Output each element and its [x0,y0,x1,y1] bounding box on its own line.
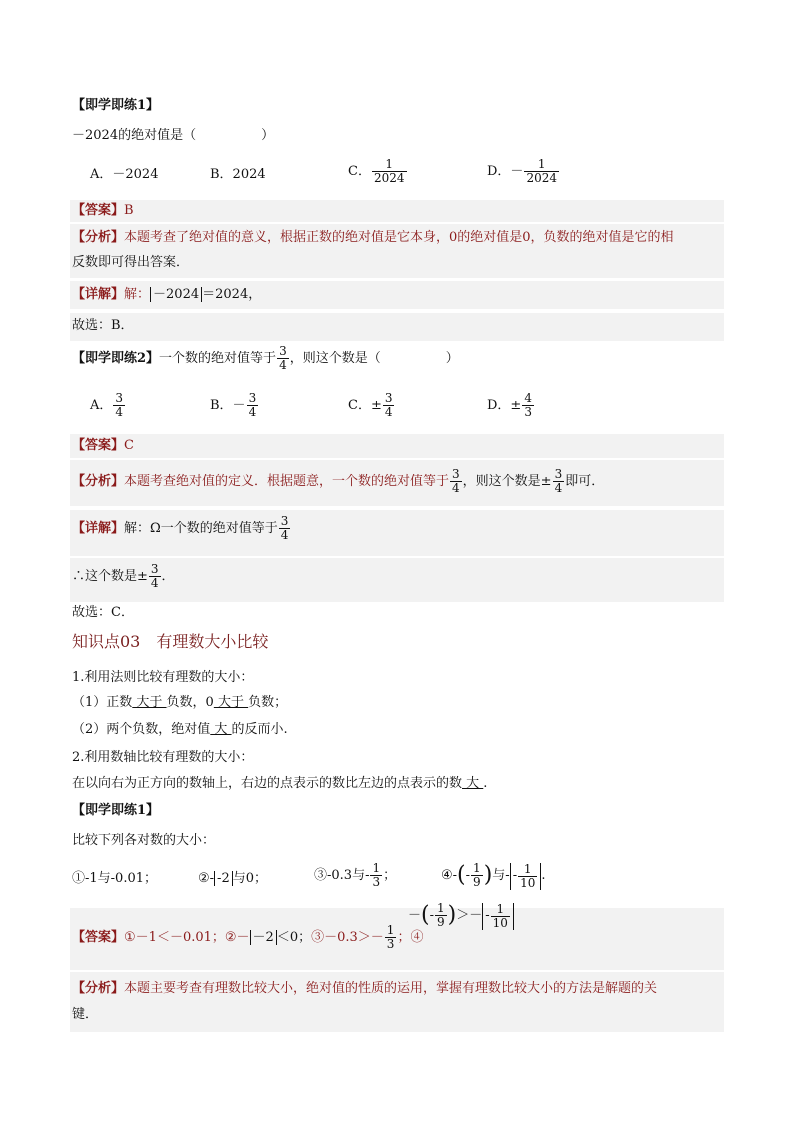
ex2-detail: 【详解】解：Ω一个数的绝对值等于 $\frac{3}{4}$ [72,514,289,542]
ex3-analysis-line2: 键． [72,1007,99,1022]
ex1-option-b: B．2024 [210,167,266,182]
ex2-option-d: D．± $\frac{4}{3}$ [487,391,532,419]
ex2-therefore: ∴这个数是± $\frac{3}{4}$ ． [72,562,175,590]
ex1-answer: 【答案】B [72,203,134,218]
ex2-choice: 故选：C． [72,605,134,620]
ex1-option-a: A．－2024 [90,167,159,182]
ex3-answer-4: －(- $\frac{1}{9}$ )＞－ - $\frac{1}{10}$ [408,902,514,930]
kp-rule2: 2.利用数轴比较有理数的大小： [72,750,254,765]
ex2-question: 【即学即练2】一个数的绝对值等于 $\frac{3}{4}$ ，则这个数是（ ） [72,344,459,372]
ex2-answer: 【答案】C [72,438,134,453]
ex3-answer: 【答案】①－1＜－0.01；②－ －2 ＜0；③－0.3＞－ $\frac{1}{3}$ ；④ [72,923,424,951]
ex1-question: －2024的绝对值是（ ） [72,128,275,143]
kp-rule1-a: （1）正数 大于 负数，0 大于 负数； [72,695,288,710]
ex1-analysis-line1: 【分析】本题考查了绝对值的意义，根据正数的绝对值是它本身，0的绝对值是0，负数的绝对值是它的相 [72,230,674,245]
ex1-tag: 【即学即练1】 [72,98,160,113]
ex2-option-b: B．－ $\frac{3}{4}$ [210,391,257,419]
kp-rule2-text: 在以向右为正方向的数轴上，右边的点表示的数比左边的点表示的数 大 . [72,776,488,791]
ex3-item-4: ④-(- $\frac{1}{9}$ )与- - $\frac{1}{10}$ . [441,861,546,890]
ex3-item-3: ③-0.3与- $\frac{1}{3}$ ； [314,861,397,889]
kp-title: 知识点03 有理数大小比较 [72,632,269,651]
ex3-question: 比较下列各对数的大小： [72,833,216,848]
ex3-item-2: ②- -2 与0； [198,871,267,886]
kp-rule1: 1.利用法则比较有理数的大小： [72,670,254,685]
ex1-choice: 故选：B． [72,318,134,333]
ex2-option-c: C．± $\frac{3}{4}$ [348,391,393,419]
kp-rule1-b: （2）两个负数，绝对值 大 的反而小. [72,722,288,737]
ex3-tag: 【即学即练1】 [72,803,160,818]
ex1-detail: 【详解】解： －2024 ＝2024， [72,287,262,302]
ex3-item-1: ①-1与-0.01； [72,871,158,886]
ex2-option-a: A． $\frac{3}{4}$ [90,391,124,419]
ex1-analysis-line2: 反数即可得出答案． [72,255,190,270]
ex2-analysis: 【分析】本题考查绝对值的定义．根据题意，一个数的绝对值等于 $\frac{3}{4}$ ，则这个数是± $\frac{3}{4}$ 即可． [72,467,605,495]
ex1-option-c: C． $\frac{1}{2024}$ [348,157,405,185]
ex1-option-d: D．－ $\frac{1}{2024}$ [487,157,557,185]
ex3-analysis-line1: 【分析】本题主要考查有理数比较大小，绝对值的性质的运用，掌握有理数比较大小的方法是解题的关 [72,981,658,996]
